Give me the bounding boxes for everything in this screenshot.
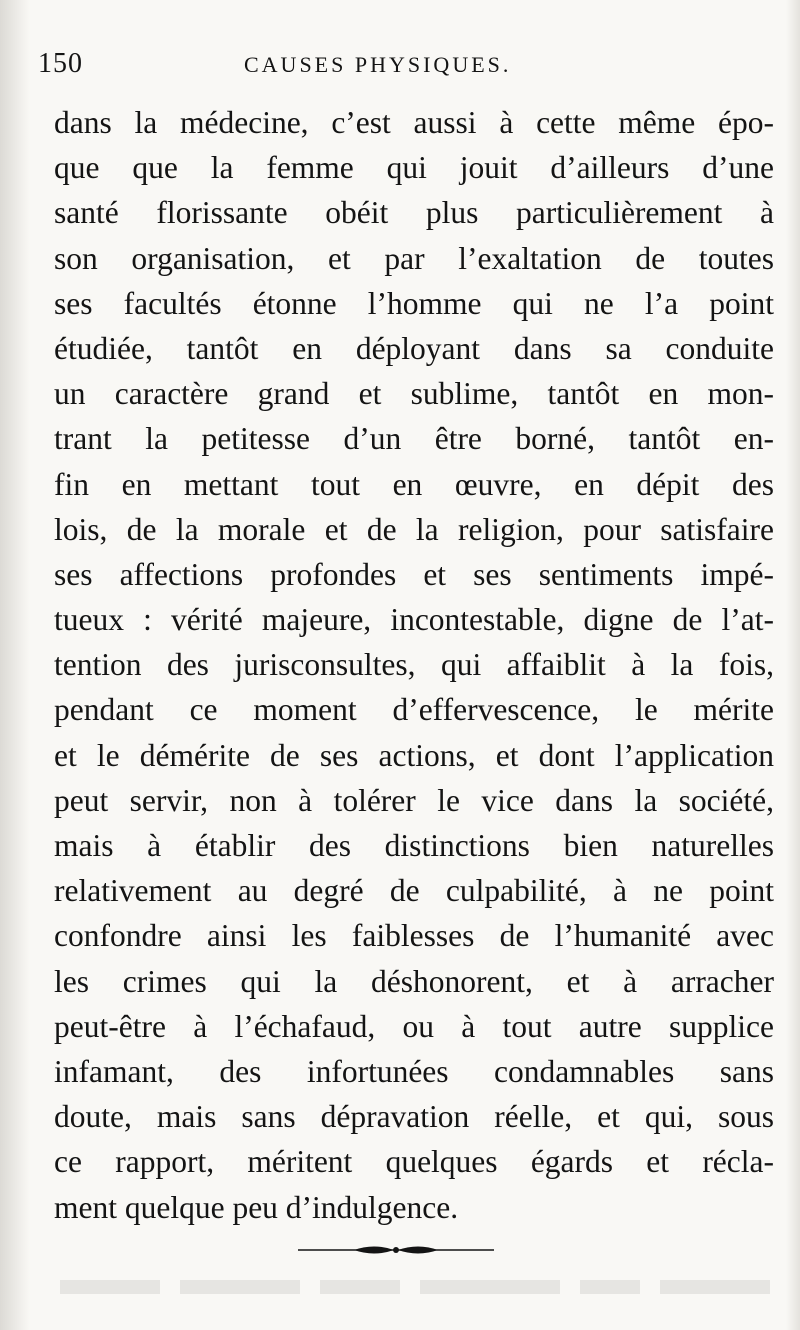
text-line: ce rapport, méritent quelques égards et récla-	[54, 1144, 774, 1180]
text-line: peut-être à l’échafaud, ou à tout autre supplice	[54, 1008, 774, 1044]
text-line: relativement au degré de culpabilité, à ne point	[54, 873, 774, 909]
page-header	[38, 48, 758, 88]
text-line: les crimes qui la déshonorent, et à arracher	[54, 963, 774, 999]
text-line: tueux : vérité majeure, incontestable, digne de l’at-	[54, 602, 774, 638]
text-line: infamant, des infortunées condamnables sans	[54, 1053, 774, 1089]
text-line: ment quelque peu d’indulgence.	[54, 1189, 459, 1225]
text-line: fin en mettant tout en œuvre, en dépit des	[54, 466, 774, 502]
text-line: son organisation, et par l’exaltation de toutes	[54, 240, 774, 276]
ornament-rule-icon	[296, 1240, 496, 1260]
text-line: ses affections profondes et ses sentiments impé-	[54, 556, 774, 592]
text-line: un caractère grand et sublime, tantôt en mon-	[54, 376, 774, 412]
text-line: pendant ce moment d’effervescence, le mérite	[54, 692, 774, 728]
body-text	[54, 100, 774, 1230]
text-line: santé florissante obéit plus particulièrement à	[54, 195, 774, 231]
text-line: dans la médecine, c’est aussi à cette même épo-	[54, 105, 774, 140]
text-line: ses facultés étonne l’homme qui ne l’a point	[54, 285, 774, 321]
running-head: CAUSES PHYSIQUES.	[244, 52, 512, 77]
text-line: tention des jurisconsultes, qui affaiblit à la fois,	[54, 647, 774, 683]
text-line: confondre ainsi les faiblesses de l’humanité avec	[54, 918, 774, 954]
text-line: peut servir, non à tolérer le vice dans la société,	[54, 782, 774, 818]
text-line: trant la petitesse d’un être borné, tantôt en-	[54, 421, 774, 457]
show-through-shadow	[60, 1270, 780, 1310]
text-line: que que la femme qui jouit d’ailleurs d’une	[54, 150, 774, 186]
page-number: 150	[38, 48, 83, 79]
text-line: lois, de la morale et de la religion, pour satisfaire	[54, 511, 774, 547]
text-line: mais à établir des distinctions bien naturelles	[54, 828, 774, 863]
text-line: étudiée, tantôt en déployant dans sa conduite	[54, 330, 774, 366]
text-line: et le démérite de ses actions, et dont l’application	[54, 737, 774, 773]
text-line: doute, mais sans dépravation réelle, et qui, sous	[54, 1099, 774, 1135]
